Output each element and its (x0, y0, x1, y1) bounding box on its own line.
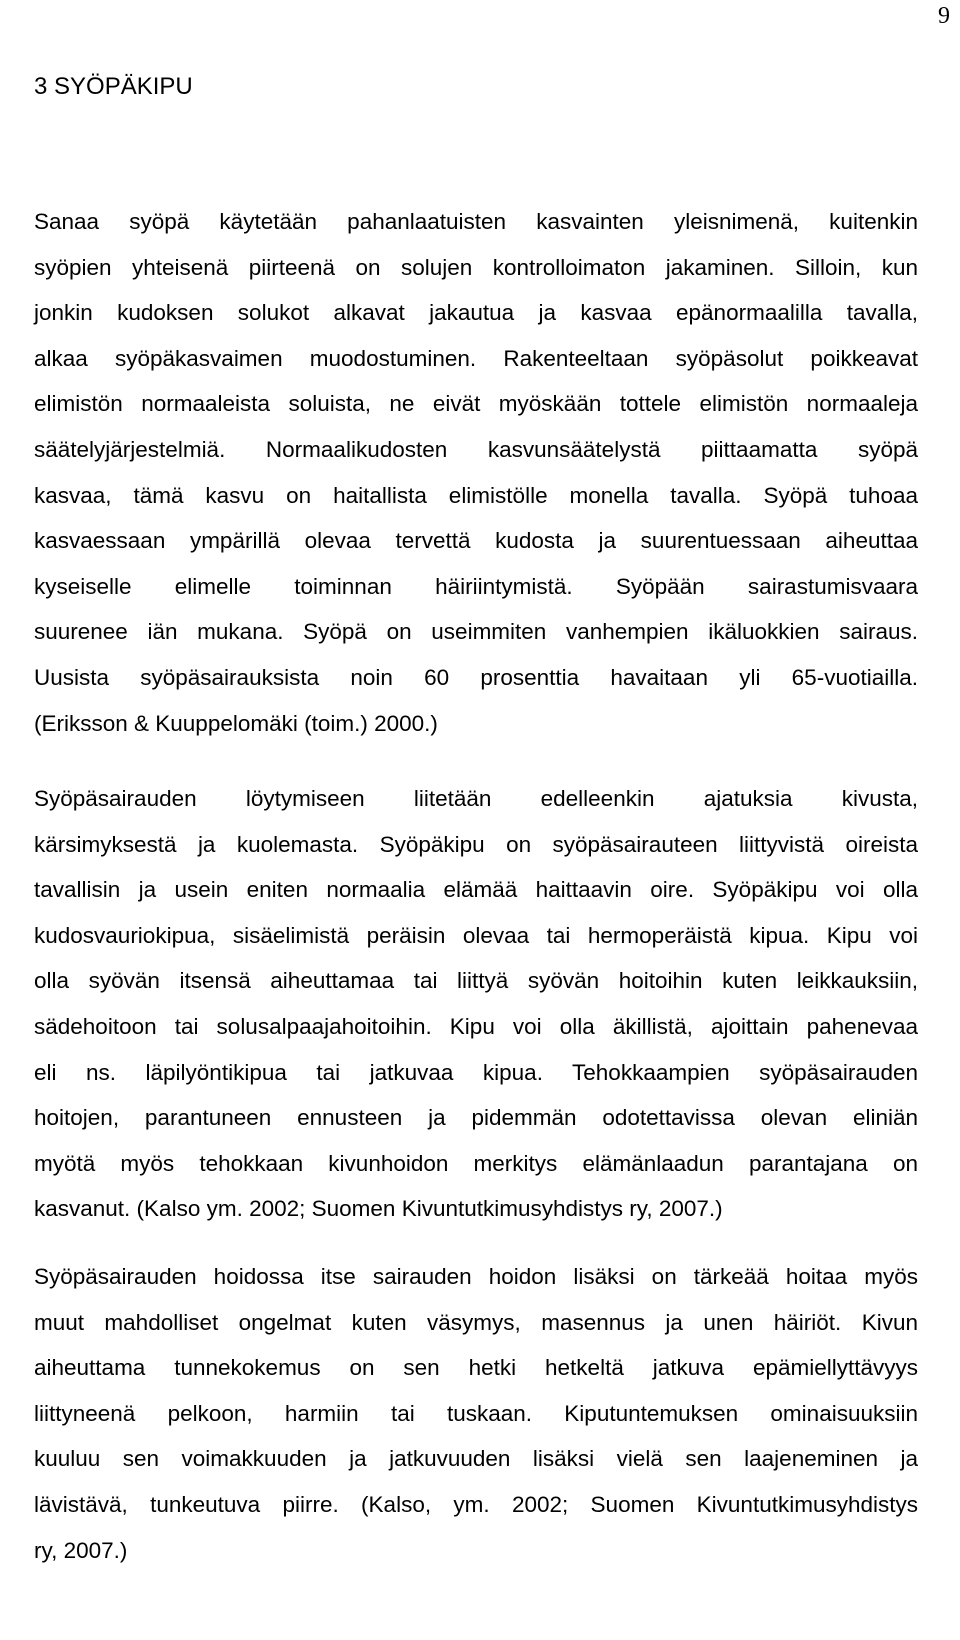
text-line: Syöpäsairauden löytymiseen liitetään edelleenkin ajatuksia kivusta, (34, 786, 918, 811)
paragraph (34, 776, 918, 1232)
text-line: säätelyjärjestelmiä. Normaalikudosten kasvunsäätelystä piittaamatta syöpä (34, 436, 918, 462)
text-line: suurenee iän mukana. Syöpä on useimmiten vanhempien ikäluokkien sairaus. (34, 619, 918, 645)
text-line: kasvaessaan ympärillä olevaa tervettä kudosta ja suurentuessaan aiheuttaa (34, 528, 918, 554)
text-line: kudosvauriokipua, sisäelimistä peräisin olevaa tai hermoperäistä kipua. Kipu voi (34, 922, 918, 948)
text-line: (Eriksson & Kuuppelomäki (toim.) 2000.) (34, 710, 438, 736)
section-heading: 3 SYÖPÄKIPU (34, 73, 193, 100)
text-line: alkaa syöpäkasvaimen muodostuminen. Rakenteeltaan syöpäsolut poikkeavat (34, 345, 918, 371)
page-number: 9 (938, 3, 950, 29)
text-line: myötä myös tehokkaan kivunhoidon merkitys elämänlaadun parantajana on (34, 1150, 918, 1176)
text-line: kasvanut. (Kalso ym. 2002; Suomen Kivuntutkimusyhdistys ry, 2007.) (34, 1196, 723, 1222)
text-line: aiheuttama tunnekokemus on sen hetki hetkeltä jatkuva epämiellyttävyys (34, 1355, 918, 1381)
text-line: Uusista syöpäsairauksista noin 60 prosenttia havaitaan yli 65-vuotiailla. (34, 664, 918, 690)
text-line: eli ns. läpilyöntikipua tai jatkuvaa kipua. Tehokkaampien syöpäsairauden (34, 1059, 918, 1085)
text-line: lävistävä, tunkeutuva piirre. (Kalso, ym. 2002; Suomen Kivuntutkimusyhdistys (34, 1491, 918, 1517)
text-line: liittyneenä pelkoon, harmiin tai tuskaan. Kiputuntemuksen ominaisuuksiin (34, 1400, 918, 1426)
text-line: jonkin kudoksen solukot alkavat jakautua ja kasvaa epänormaalilla tavalla, (34, 300, 918, 326)
text-line: tavallisin ja usein eniten normaalia elämää haittaavin oire. Syöpäkipu voi olla (34, 877, 918, 903)
text-line: olla syövän itsensä aiheuttamaa tai liittyä syövän hoitoihin kuten leikkauksiin, (34, 968, 918, 994)
text-line: kyseiselle elimelle toiminnan häiriintymistä. Syöpään sairastumisvaara (34, 573, 918, 599)
text-line: elimistön normaaleista soluista, ne eivät myöskään tottele elimistön normaaleja (34, 391, 918, 417)
text-line: muut mahdolliset ongelmat kuten väsymys, masennus ja unen häiriöt. Kivun (34, 1309, 918, 1335)
paragraph (34, 1254, 918, 1573)
text-line: sädehoitoon tai solusalpaajahoitoihin. Kipu voi olla äkillistä, ajoittain pahenevaa (34, 1013, 918, 1039)
text-line: kärsimyksestä ja kuolemasta. Syöpäkipu on syöpäsairauteen liittyvistä oireista (34, 831, 918, 857)
text-line: syöpien yhteisenä piirteenä on solujen kontrolloimaton jakaminen. Silloin, kun (34, 254, 918, 280)
text-line: kuuluu sen voimakkuuden ja jatkuvuuden lisäksi vielä sen laajeneminen ja (34, 1446, 918, 1472)
text-line: hoitojen, parantuneen ennusteen ja pidemmän odotettavissa olevan eliniän (34, 1105, 918, 1131)
text-line: ry, 2007.) (34, 1537, 128, 1563)
text-line: Syöpäsairauden hoidossa itse sairauden hoidon lisäksi on tärkeää hoitaa myös (34, 1264, 918, 1289)
text-line: kasvaa, tämä kasvu on haitallista elimistölle monella tavalla. Syöpä tuhoaa (34, 482, 918, 508)
text-line: Sanaa syöpä käytetään pahanlaatuisten kasvainten yleisnimenä, kuitenkin (34, 209, 918, 234)
paragraph (34, 199, 918, 746)
